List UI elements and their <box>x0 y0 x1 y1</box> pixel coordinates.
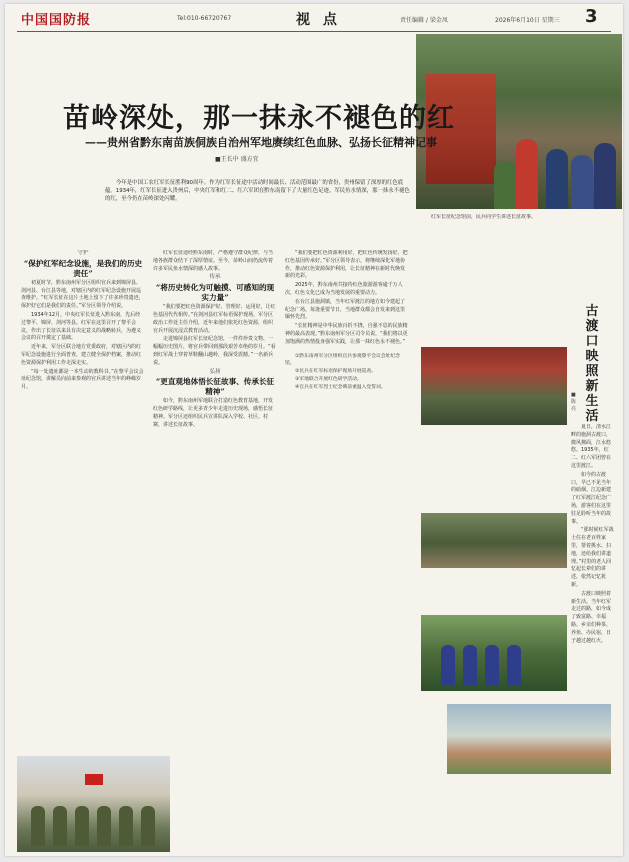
figure-presenter <box>516 139 538 209</box>
responsible-editor: 责任编辑 / 梁金凤 <box>400 17 448 24</box>
essay-paragraph: 夏日，清水江畔的施洞古渡口，微风拂面，江水悠悠。1935年，红二、红六军团曾在这里渡江。 <box>571 424 612 469</box>
body-paragraph: “我们要把红色资源保护好、管理好、运用好，让红色基因代代相传。”在剑河县红军标语保护现场，军分区政治工作处主任介绍，近年来他们依托红色资源，组织官兵开展沉浸式教育活动。 <box>153 304 276 334</box>
photo-caption: ③军地联合开展红色研学活动。 <box>295 376 362 382</box>
newspaper-logo: 中国国防报 <box>21 13 92 28</box>
figure-student <box>546 149 568 209</box>
photo-mountain-march <box>421 615 567 691</box>
newspaper-page <box>5 4 623 856</box>
article-headline: 苗岭深处，那一抹永不褪色的红 <box>63 103 455 134</box>
body-paragraph: 1934年12月，中央红军长征进入黔东南，先后经过黎平、锦屏、剑河等县。红军在这里召开了黎平会议，作出了长征以来具有决定意义的战略转兵，为遵义会议的召开奠定了基础。 <box>21 311 142 342</box>
photo-old-village <box>421 513 567 568</box>
figure-soldier <box>141 806 155 846</box>
body-paragraph: 2025年，黔东南州共接待红色旅游游客逾千万人次，红色文化已成为当地发展的重要动力。 <box>285 282 403 296</box>
column-middle <box>153 250 277 750</box>
section-heading: “保护红军纪念设施，是我们的历史责任” <box>23 258 143 278</box>
figure-marcher <box>441 645 455 685</box>
essay-paragraph: 如今的古渡口，早已不见当年的硝烟。江边新建了红军渡江纪念广场，游客们在这里驻足聆听当年的故事。 <box>571 471 612 525</box>
body-paragraph: “每一处遗址都是一本生动的教科书。”在黎平会议会址纪念馆，讲解员向前来参观的官兵讲述当年的峥嵘岁月。 <box>21 368 144 391</box>
masthead <box>5 4 623 30</box>
column-left <box>21 250 145 750</box>
figure-marcher <box>507 645 521 685</box>
body-paragraph: 如今，黔东南州军地联合打造红色教育基地，开发红色研学路线，让更多青少年走进历史现场，感悟长征精神。军分区还组织民兵宣讲队深入学校、社区、村寨，讲述长征故事。 <box>153 398 274 428</box>
body-paragraph: 在台江县施洞镇，当年红军渡江的地方如今建起了纪念广场。每逢重要节日，当地群众都会自发来到这里缅怀先烈。 <box>285 298 406 321</box>
photo-village-buildings <box>447 704 611 774</box>
photo-exhibition-hall <box>421 347 567 425</box>
flag-icon <box>85 774 103 785</box>
section-kicker: 守护 <box>77 250 89 256</box>
body-paragraph: 近年来，军分区联合地方党委政府，对辖区内的红军纪念设施进行全面普查，建立健全保护档案，推动红色资源保护利用工作走深走实。 <box>21 344 142 366</box>
essay-author: ■陈亮 <box>571 392 577 412</box>
body-paragraph: 红军长征途经黔东南时，严格遵守群众纪律，与当地各族群众结下了深厚情谊。至今，苗岭山间仍流传着许多军民鱼水情深的感人故事。 <box>153 250 274 272</box>
body-paragraph: “我们要把红色资源利用好，把红色传统发扬好，把红色基因传承好。”军分区领导表示，将继续深化军地协作，推动红色资源保护利用，让长征精神在新时代焕发新的光彩。 <box>285 250 408 280</box>
figure-soldier <box>53 806 67 846</box>
body-paragraph: 初夏时节，黔东南州军分区组织官兵来到锦屏县、剑河县、台江县等地，对辖区内的红军纪念设施开展巡查维护。“红军长征在这片土地上留下了许多珍贵遗迹，保护好它们是我们的责任。”军分区领导介绍说。 <box>21 279 144 310</box>
article-lead: 今年是中国工农红军长征胜利90周年。作为红军长征途中活动时间最长、活动范围最广的省份，贵州保留了深厚的红色底蕴。1934年，红军长征进入贵州后，中央红军和红二、红六军团在黔东南留下了大量红色足迹。军民鱼水情深，那一抹永不褪色的红，至今仍在苗岭深处闪耀。 <box>105 180 410 203</box>
figure-student <box>571 155 593 209</box>
figure-soldier <box>119 806 133 846</box>
article-byline: ■王长中 盛方宜 <box>215 156 259 163</box>
essay-body-top <box>421 214 611 342</box>
photo-caption: ①黔东南州军分区组织官兵参观黎平会议会址纪念馆。 <box>285 353 401 366</box>
contact-phone: Tel:010-66720767 <box>177 15 232 22</box>
photo-caption: ②民兵在红军标语保护现场开展巡查。 <box>295 368 377 374</box>
photo-soldiers-oath <box>17 756 170 852</box>
figure-marcher <box>463 645 477 685</box>
photo-caption: ④官兵在红军烈士纪念碑前重温入党誓词。 <box>295 384 386 390</box>
section-kicker: 弘扬 <box>209 368 221 375</box>
figure-soldier <box>75 806 89 846</box>
column-right <box>285 250 409 690</box>
essay-paragraph: 古渡口映照着新生活。当年红军走过的路，如今成了致富路、幸福路。乡亲们种茶、养鱼、办民宿，日子越过越红火。 <box>571 590 612 644</box>
essay-paragraph: “那时候红军战士住在老百姓家里，帮着挑水、扫地，还给我们讲道理。”村里的老人回忆起长辈们的讲述，依然记忆犹新。 <box>571 527 614 588</box>
photo-caption-top: 红军长征纪念馆前，民兵向学生讲述长征故事。 <box>431 214 537 220</box>
masthead-rule <box>17 31 611 32</box>
essay-title: 古渡口映照新生活 <box>585 304 599 424</box>
section-heading: “将历史转化为可触摸、可感知的现实力量” <box>155 283 275 303</box>
figure-soldier <box>97 806 111 846</box>
section-kicker: 传承 <box>209 274 221 281</box>
figure-marcher <box>485 645 499 685</box>
section-title: 视 点 <box>296 12 341 28</box>
body-paragraph: “长征精神是中华民族百折不挠、自强不息的民族精神的最高表现。”黔东南州军分区司令员说，“我们将以更加饱满的热情投身强军实践，让那一抹红色永不褪色。” <box>285 323 408 345</box>
figure-student <box>594 143 616 209</box>
essay-body <box>571 424 615 694</box>
figure-soldier <box>31 806 45 846</box>
section-heading: “更直观地体悟长征故事、传承长征精神” <box>155 377 275 397</box>
article-subhead: ——贵州省黔东南苗族侗族自治州军地赓续红色血脉、弘扬长征精神记事 <box>85 136 437 149</box>
body-paragraph: 走进锦屏县红军长征纪念馆，一件件珍贵文物、一幅幅历史图片，将官兵带回到那段艰苦卓绝的岁月。“看到红军战士穿着草鞋翻山越岭，我深受震撼。”一名新兵说。 <box>153 336 276 366</box>
page-number: 3 <box>585 6 598 27</box>
issue-date: 2026年6月10日 星期三 <box>495 17 560 24</box>
figure-soldier <box>494 161 516 209</box>
